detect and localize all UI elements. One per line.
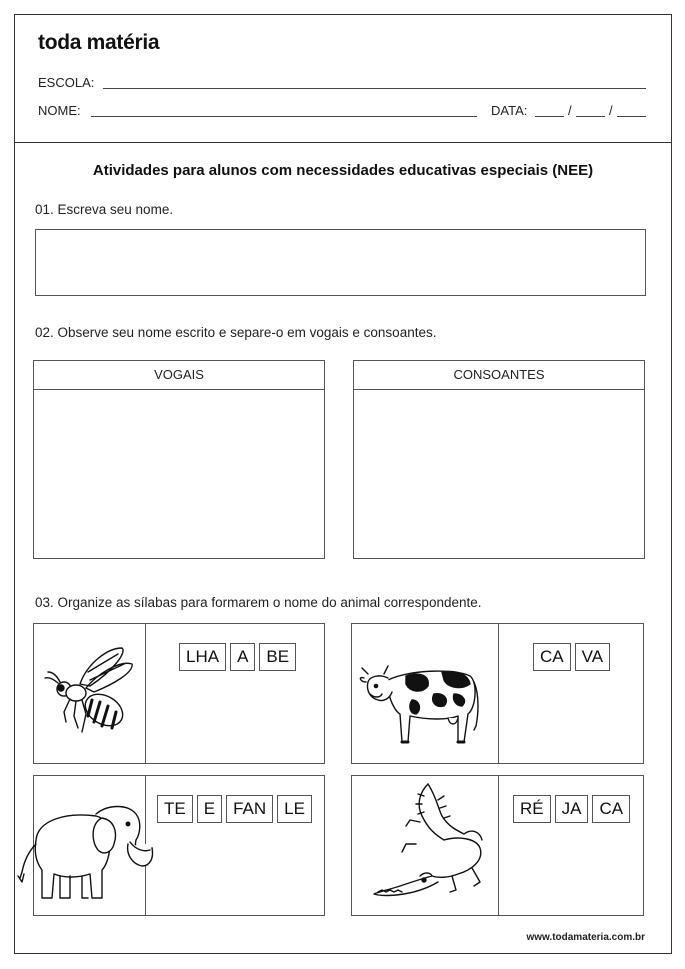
syllable-tile[interactable]: LHA (179, 643, 226, 671)
data-label: DATA: (491, 103, 528, 118)
cow-icon (358, 660, 483, 745)
syllable-tile[interactable]: LE (277, 795, 312, 823)
question-2-prompt: 02. Observe seu nome escrito e separe-o em vogais e consoantes. (35, 325, 437, 340)
syllable-tile[interactable]: JA (555, 795, 589, 823)
brand-logo: toda matéria (38, 31, 160, 54)
card-divider (498, 624, 499, 763)
alligator-icon (372, 782, 487, 907)
syllable-tile[interactable]: VA (575, 643, 610, 671)
card-divider (145, 624, 146, 763)
syllables-alligator (513, 795, 630, 823)
syllable-tile[interactable]: E (197, 795, 222, 823)
question-3-prompt: 03. Organize as sílabas para formarem o nome do animal correspondente. (35, 595, 482, 610)
syllable-tile[interactable]: TE (157, 795, 193, 823)
bee-icon (42, 644, 137, 739)
escola-line[interactable] (103, 88, 646, 89)
consoantes-box[interactable] (353, 360, 645, 559)
nome-label: NOME: (38, 103, 81, 118)
escola-label: ESCOLA: (38, 75, 95, 90)
footer-url[interactable]: www.todamateria.com.br (526, 932, 645, 943)
consoantes-header: CONSOANTES (354, 361, 644, 390)
date-month-line[interactable] (576, 116, 605, 117)
syllable-tile[interactable]: BE (259, 643, 296, 671)
vogais-header: VOGAIS (34, 361, 324, 390)
question-1-prompt: 01. Escreva seu nome. (35, 202, 174, 217)
date-day-line[interactable] (535, 116, 564, 117)
elephant-icon (16, 800, 161, 905)
date-separator: / (568, 103, 572, 118)
syllable-tile[interactable]: CA (533, 643, 571, 671)
date-separator: / (609, 103, 613, 118)
syllable-tile[interactable]: RÉ (513, 795, 551, 823)
syllables-elephant (157, 795, 312, 823)
worksheet-title: Atividades para alunos com necessidades educativas especiais (NEE) (92, 162, 594, 179)
header-divider (14, 142, 672, 143)
syllable-tile[interactable]: FAN (226, 795, 273, 823)
nome-line[interactable] (91, 116, 477, 117)
syllable-tile[interactable]: CA (592, 795, 630, 823)
name-answer-box[interactable] (35, 229, 646, 296)
syllables-bee (179, 643, 296, 671)
vogais-box[interactable] (33, 360, 325, 559)
card-divider (498, 776, 499, 915)
syllable-tile[interactable]: A (230, 643, 255, 671)
syllables-cow (533, 643, 610, 671)
date-year-line[interactable] (617, 116, 646, 117)
